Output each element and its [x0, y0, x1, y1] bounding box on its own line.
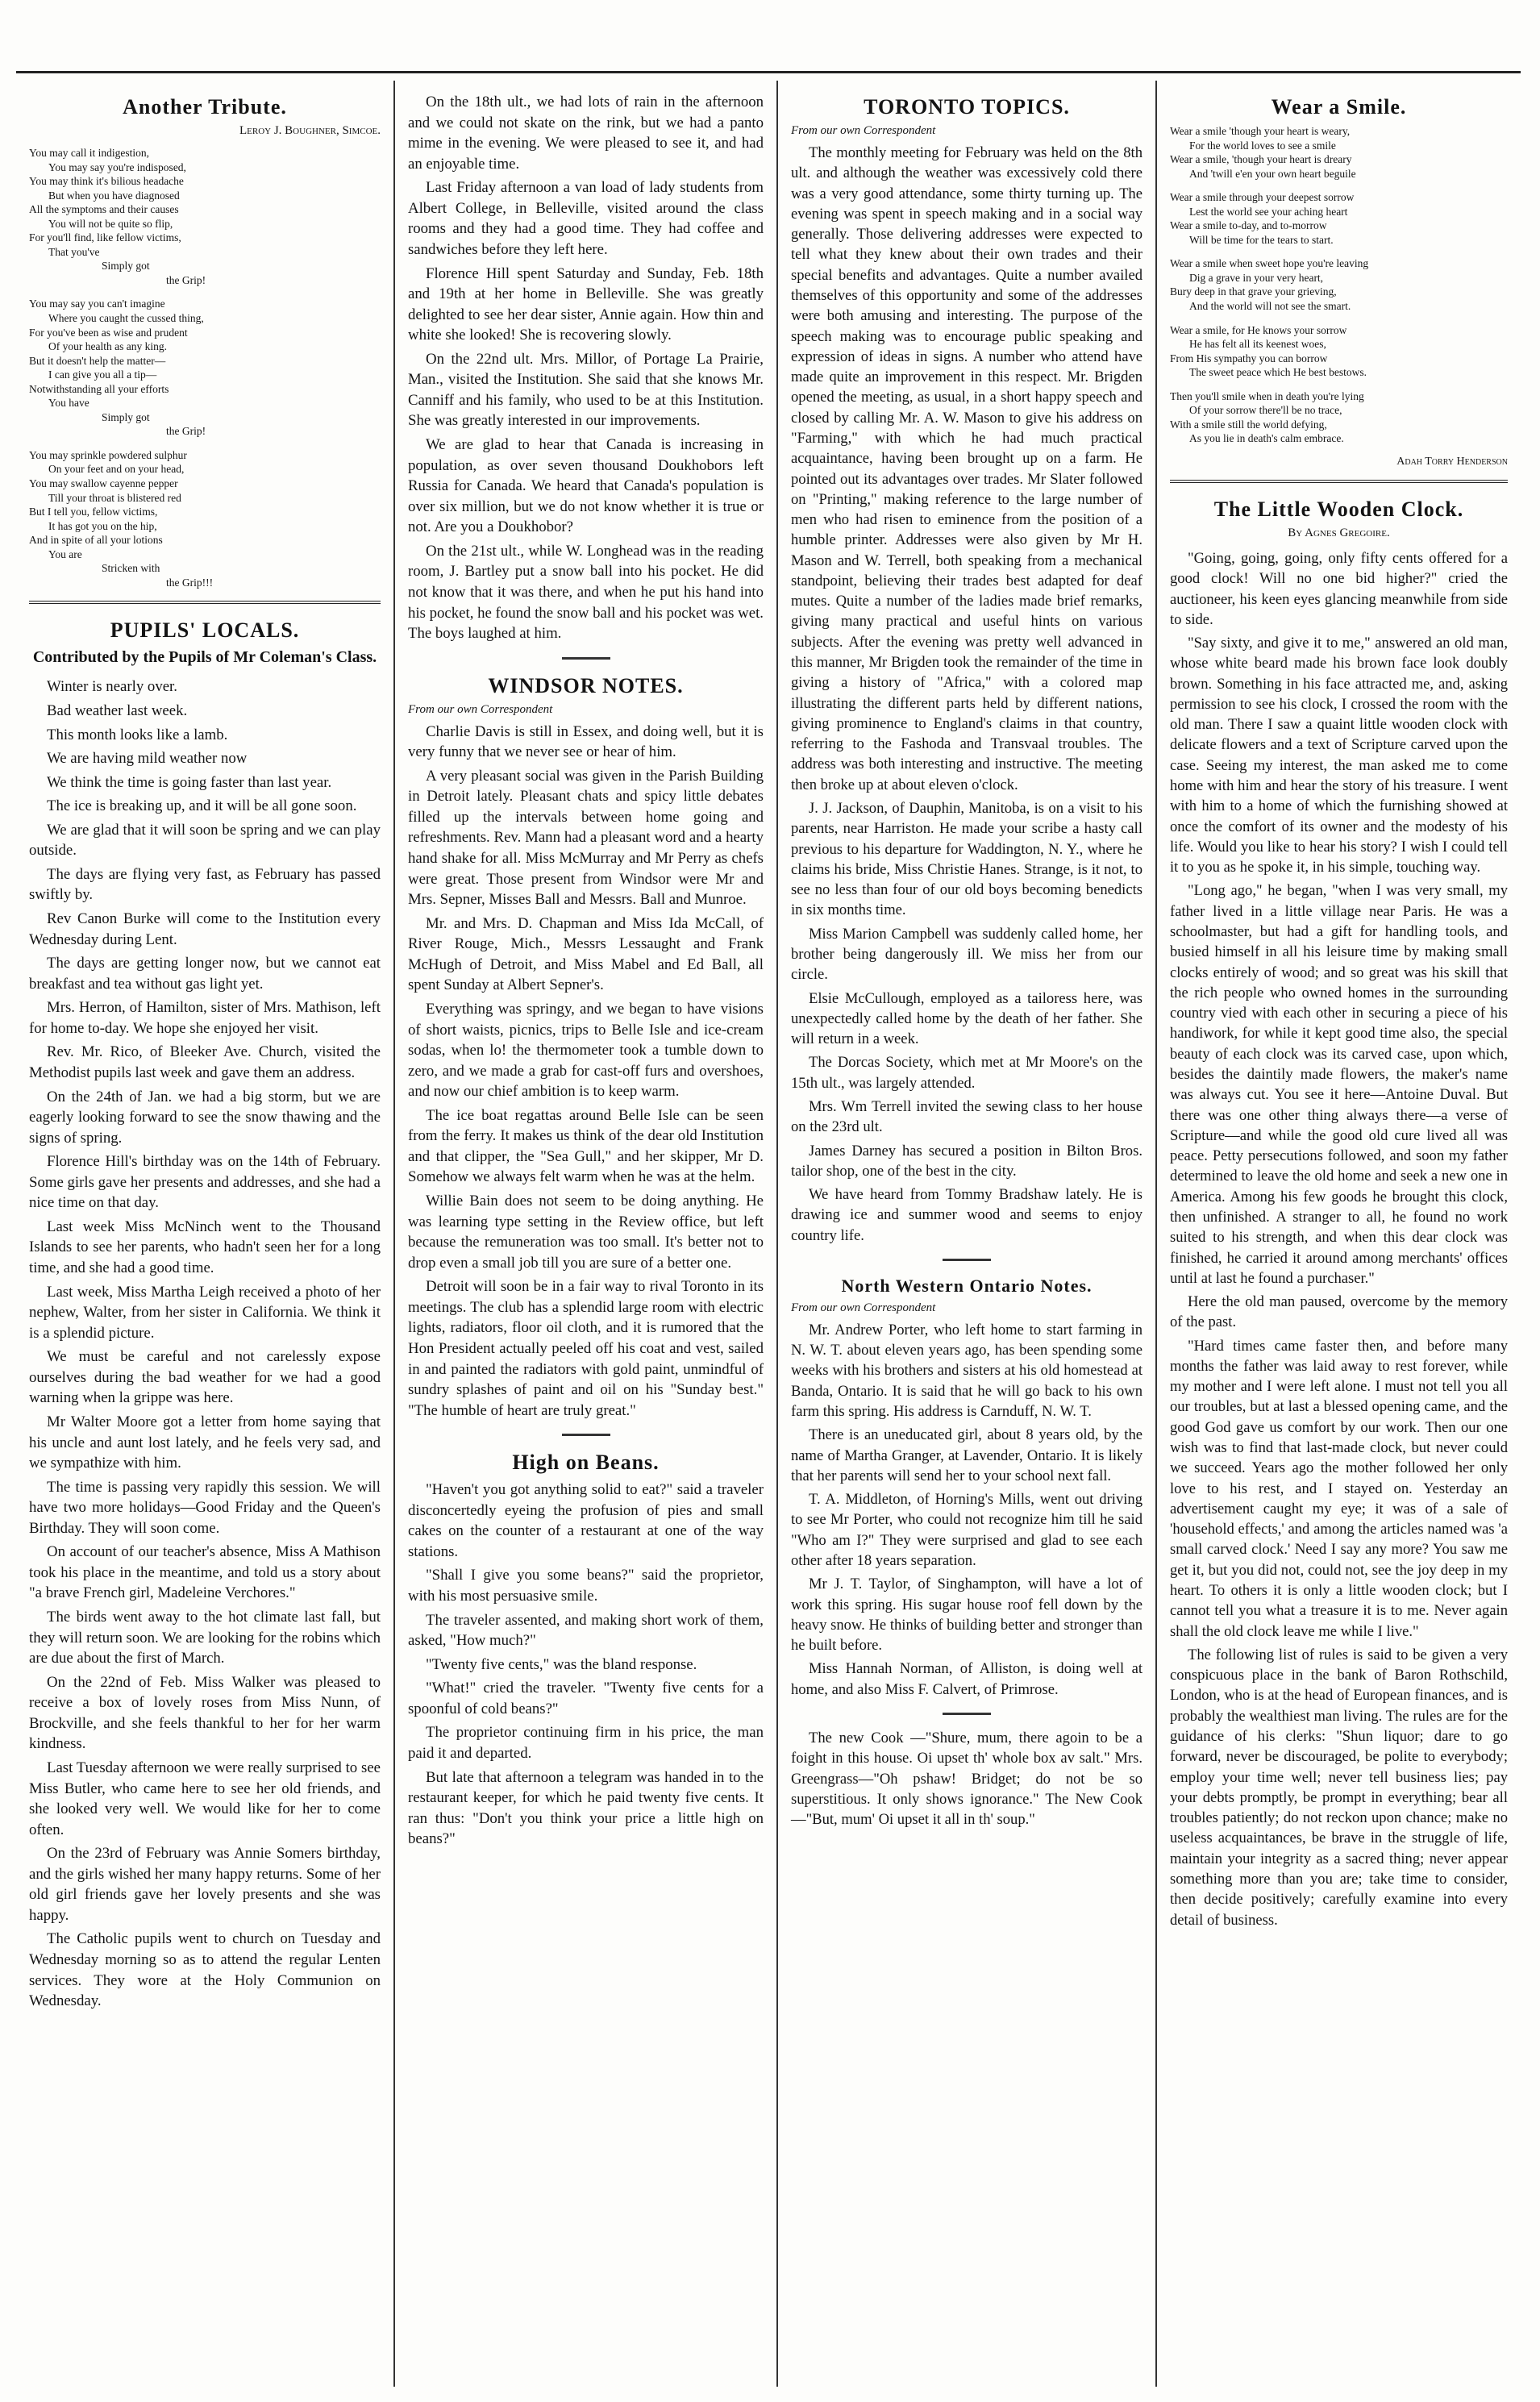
- poem-line: From His sympathy you can borrow: [1170, 352, 1328, 364]
- paragraph: The ice is breaking up, and it will be all gone soon.: [47, 797, 357, 815]
- smile-signature: Adah Torry Henderson: [1396, 455, 1508, 468]
- paragraph: Elsie McCullough, employed as a tailoress here, was unexpectedly called home by the death of her father. She will return in a week.: [791, 989, 1143, 1048]
- tribute-title: Another Tribute.: [123, 95, 287, 119]
- paragraph: The days are flying very fast, as February has passed swiftly by.: [29, 865, 381, 904]
- tribute-byline: Leroy J. Boughner, Simcoe.: [239, 124, 381, 137]
- paragraph: The proprietor continuing firm in his price, the man paid it and departed.: [408, 1724, 764, 1762]
- tribute-poem: [29, 146, 381, 589]
- paragraph: Winter is nearly over.: [47, 678, 177, 696]
- paragraph: On the 24th of Jan. we had a big storm, but we are eagerly looking forward to see the snow thawing and the signs of spring.: [29, 1088, 381, 1147]
- paragraph: "Long ago," he began, "when I was very small, my father lived in a little village near Paris. He was a schoolmaster, but had a gift for handling tools, and busied himself in all his leisure time by making small clocks entirely of wood; and so great was his skill that the rich people who owned homes in the surrounding country vied with each other in securing a piece of his handiwork, for while it kept good time also, the special beauty of each clock was its carved case, upon which, besides the daintily made flowers, the maker's name was always cut. You see it here—Antoine Duval. But there was one other thing always there—a verse of Scripture—and while the good old cure lived all was peace. Petty persecutions followed, and soon my father determined to leave the old home and seek a new one in America. Among his few goods he brought this clock, then unfinished. A stranger to all, he found no work suited to his strength, and when this dear clock was finished, he carried it around among merchants' offices until at last he found a purchaser.": [1170, 882, 1508, 1287]
- windsor-body: [408, 722, 764, 1422]
- stanza-break: [1170, 181, 1508, 190]
- section-divider: [943, 1713, 991, 1715]
- paragraph: We are having mild weather now: [47, 750, 248, 768]
- poem-line: You are: [48, 547, 82, 560]
- paragraph: We think the time is going faster than last year.: [47, 773, 332, 791]
- poem-line: You may say you're indisposed,: [48, 160, 186, 173]
- poem-line: You will not be quite so flip,: [48, 217, 173, 230]
- section-rule: [29, 601, 381, 604]
- stanza-break: [1170, 380, 1508, 389]
- paragraph: This month looks like a lamb.: [47, 726, 228, 743]
- poem-line: On your feet and on your head,: [48, 463, 185, 476]
- poem-line: With a smile still the world defying,: [1170, 418, 1327, 431]
- paragraph: Mrs. Wm Terrell invited the sewing class to her house on the 23rd ult.: [791, 1097, 1143, 1136]
- paragraph: Florence Hill's birthday was on the 14th of February. Some girls gave her presents and addresses, and she had a nice time on that day.: [29, 1153, 381, 1212]
- paragraph: The traveler assented, and making short work of them, asked, "How much?": [408, 1611, 764, 1650]
- poem-line: As you lie in death's calm embrace.: [1189, 432, 1344, 445]
- poem-line: And 'twill e'en your own heart beguile: [1189, 167, 1356, 180]
- poem-line: Dig a grave in your very heart,: [1189, 271, 1324, 284]
- paragraph: On the 21st ult., while W. Longhead was in the reading room, J. Bartley put a snow ball into his pocket. He did not know that it was there, and when he put his hand into his pocket, he found the snow ball and his pocket was wet. The boys laughed at him.: [408, 542, 764, 643]
- paragraph: On the 23rd of February was Annie Somers birthday, and the girls wished her many happy returns. Some of her old girl friends gave her lovely presents and she was happy.: [29, 1845, 381, 1924]
- poem-line: I can give you all a tip—: [48, 368, 157, 381]
- poem-line: Bury deep in that grave your grieving,: [1170, 285, 1337, 298]
- cook-anecdote: The new Cook —"Shure, mum, there agoin to be a foight in this house. Oi upset th' whole box av salt." Mrs. Greengrass—"Oh pshaw! Bridget; do not be so superstitious. It only shows ignorance." The New Cook—"But, mum' Oi upset it all in th' soup.": [791, 1729, 1143, 1829]
- poem-line: Of your health as any king.: [48, 340, 167, 353]
- columns: [16, 81, 1521, 2387]
- paragraph: The following list of rules is said to be given a very conspicuous place in the bank of Baron Rothschild, London, who is at the head of European finances, and is probably the wealthiest man living. The rules are for the guidance of his clerks: "Shun liquor; dare to go forward, never be discouraged, be polite to everybody; employ your time well; never tell business lies; pay your debts promptly, be prompt in everything; bear all troubles patiently; do not reckon upon chance; make no useless acquaintances, be brave in the struggle of life, maintain your integrity as a sacred thing; never appear something more than you are; take time to consider, then decide positively; carefully examine into every detail of business.: [1170, 1646, 1508, 1929]
- paragraph: On the 22nd ult. Mrs. Millor, of Portage La Prairie, Man., visited the Institution. She said that she knows Mr. Canniff and his family, who used to be at this Institution. She was greatly interested in our improvements.: [408, 350, 764, 430]
- paragraph: We are glad that it will soon be spring and we can play outside.: [29, 821, 381, 860]
- poem-line: Simply got: [102, 410, 150, 423]
- poem-line: You may say you can't imagine: [29, 298, 165, 310]
- poem-line: the Grip!: [166, 425, 206, 438]
- clock-byline: By Agnes Gregoire.: [1288, 526, 1390, 539]
- poem-line: You may sprinkle powdered sulphur: [29, 448, 187, 461]
- paragraph: "Haven't you got anything solid to eat?" said a traveler disconcertedly eyeing the profusion of pies and small cakes on the counter of a restaurant at one of the way stations.: [408, 1481, 764, 1560]
- poem-line: Till your throat is blistered red: [48, 491, 181, 504]
- beans-body: [408, 1480, 764, 1850]
- smile-title: Wear a Smile.: [1271, 95, 1407, 119]
- paragraph: There is an uneducated girl, about 8 years old, by the name of Martha Granger, at Lavender, Ontario. It is likely that her parents will send her to your school next fall.: [791, 1426, 1143, 1484]
- paragraph: The time is passing very rapidly this session. We will have two more holidays—Good Friday and the Queen's Birthday. They will soon come.: [29, 1478, 381, 1537]
- column-1: [16, 81, 395, 2387]
- paragraph: Miss Marion Campbell was suddenly called home, her brother being dangerously ill. We miss her from our circle.: [791, 925, 1143, 984]
- northwest-title: North Western Ontario Notes.: [841, 1275, 1093, 1296]
- poem-line: But when you have diagnosed: [48, 189, 180, 202]
- section-divider: [562, 657, 610, 660]
- poem-line: Wear a smile when sweet hope you're leaving: [1170, 257, 1369, 270]
- column-3: [778, 81, 1157, 2387]
- poem-line: You may think it's bilious headache: [29, 175, 184, 188]
- paragraph: The ice boat regattas around Belle Isle can be seen from the ferry. It makes us think of the dear old Institution and that clipper, the "Sea Gull," and her skipper, Mr D. Somehow we always felt warm when he was at the helm.: [408, 1106, 764, 1186]
- section-divider: [562, 1434, 610, 1436]
- paragraph: Last week, Miss Martha Leigh received a photo of her nephew, Walter, from her sister in California. We think it is a splendid picture.: [29, 1283, 381, 1342]
- paragraph: "Say sixty, and give it to me," answered an old man, whose white beard made his brown face look doubly brown. Something in his face attracted me, and, asking permission to see his clock, I crossed the room with the old man. There I saw a quaint little wooden clock with delicate flowers and a text of Scripture carved upon the case. Seeing my interest, the man asked me to come home with him and hear the story of his treasure. I went with him to a home of which the furnishing showed at once the comfort of its owner and the modesty of his life. Would you like to hear his story? I wish I could tell it to you as he spoke it, in his simple, touching way.: [1170, 635, 1508, 876]
- poem-line: Simply got: [102, 260, 150, 273]
- stanza-break: [29, 439, 381, 448]
- paragraph: Florence Hill spent Saturday and Sunday, Feb. 18th and 19th at her home in Belleville. She was greatly delighted to see her dear sister, Annie again. How thin and white she looked! She is recovering slowly.: [408, 264, 764, 344]
- smile-poem: [1170, 124, 1508, 446]
- poem-line: The sweet peace which He best bestows.: [1189, 366, 1367, 379]
- paragraph: James Darney has secured a position in Bilton Bros. tailor shop, one of the best in the city.: [791, 1142, 1143, 1180]
- paragraph: Rev. Mr. Rico, of Bleeker Ave. Church, visited the Methodist pupils last week and gave them an address.: [29, 1043, 381, 1081]
- toronto-from: From our own Correspondent: [791, 124, 936, 137]
- paragraph: On account of our teacher's absence, Miss A Mathison took his place in the meantime, and told us a story about "a brave French girl, Madeleine Verchores.": [29, 1543, 381, 1602]
- locals-body: [29, 676, 381, 2011]
- poem-line: But I tell you, fellow victims,: [29, 506, 158, 518]
- paragraph: We are glad to hear that Canada is increasing in population, as over seven thousand Doukhobors left Russia for Canada. We heard that Canada's population is over six million, but we do not know whether it is true or not. Are you a Doukhobor?: [408, 436, 764, 536]
- paragraph: Mr J. T. Taylor, of Singhampton, will have a lot of work this spring. His sugar house roof fell down by the heavy snow. He thinks of building better and stronger than he built before.: [791, 1576, 1143, 1655]
- locals-continued: [408, 92, 764, 644]
- stanza-break: [1170, 247, 1508, 256]
- paragraph: Last week Miss McNinch went to the Thousand Islands to see her parents, who hadn't seen her for a long time, and she had a good time.: [29, 1218, 381, 1277]
- poem-line: Will be time for the tears to start.: [1189, 233, 1334, 246]
- paragraph: "Twenty five cents," was the bland response.: [426, 1655, 697, 1673]
- paragraph: Mr. Andrew Porter, who left home to start farming in N. W. T. about eleven years ago, has been spending some weeks with his brothers and sisters at his old homestead at Banda, Ontario. It is said that he will go back to his own farm this spring. His address is Carnduff, N. W. T.: [791, 1321, 1143, 1421]
- paragraph: Mr Walter Moore got a letter from home saying that his uncle and aunt lost lately, and he feels very sad, and we sympathize with him.: [29, 1413, 381, 1472]
- poem-line: Wear a smile to-day, and to-morrow: [1170, 219, 1327, 232]
- poem-line: Of your sorrow there'll be no trace,: [1189, 404, 1342, 417]
- paragraph: Detroit will soon be in a fair way to rival Toronto in its meetings. The club has a splendid large room with electric lights, radiators, floor oil cloth, and it is rumored that the Hon President actually peeled off his coat and vest, sailed in and painted the radiators with gold paint, unmindful of sundry splashes of paint and oil on his "Sunday best." "The humble of heart are truly great.": [408, 1278, 764, 1419]
- stanza-break: [29, 287, 381, 297]
- paragraph: We must be careful and not carelessly expose ourselves during the bad weather for we had a good warning when la grippe was here.: [29, 1348, 381, 1407]
- poem-line: You may call it indigestion,: [29, 147, 150, 159]
- paragraph: Here the old man paused, overcome by the memory of the past.: [1170, 1293, 1508, 1331]
- paragraph: Everything was springy, and we began to have visions of short waists, picnics, trips to Belle Isle and ice-cream sodas, when lo! the thermometer took a tumble down to zero, and we made a grab for cast-off furs and overshoes, and now our chief ambition is to keep warm.: [408, 1000, 764, 1101]
- paragraph: "Shall I give you some beans?" said the proprietor, with his most persuasive smile.: [408, 1567, 764, 1605]
- paragraph: J. J. Jackson, of Dauphin, Manitoba, is on a visit to his parents, near Harriston. He made your scribe a hasty call previous to his departure for Waddington, N. Y., where he claims his bride, Miss Christie Hanes. Strange, is it not, to see no less than four of our old boys becoming benedicts in six months time.: [791, 800, 1143, 919]
- paragraph: "Going, going, going, only fifty cents offered for a good clock! Will no one bid higher?" cried the auctioneer, his keen eyes glancing meanwhile from side to side.: [1170, 549, 1508, 628]
- beans-title: High on Beans.: [512, 1451, 660, 1475]
- poem-line: And in spite of all your lotions: [29, 534, 163, 547]
- northwest-from: From our own Correspondent: [791, 1301, 936, 1314]
- paragraph: The Catholic pupils went to church on Tuesday and Wednesday morning so as to attend the regular Lenten services. They wore at the Holy Communion on Wednesday.: [29, 1930, 381, 2010]
- paragraph: Bad weather last week.: [47, 701, 188, 719]
- poem-line: All the symptoms and their causes: [29, 203, 179, 216]
- paragraph: "What!" cried the traveler. "Twenty five cents for a spoonful of cold beans?": [408, 1680, 764, 1717]
- poem-line: He has felt all its keenest woes,: [1189, 338, 1326, 351]
- poem-line: That you've: [48, 245, 100, 258]
- top-rule: [16, 71, 1521, 73]
- paragraph: Miss Hannah Norman, of Alliston, is doing well at home, and also Miss F. Calvert, of Primrose.: [791, 1660, 1143, 1698]
- poem-line: For the world loves to see a smile: [1189, 139, 1336, 152]
- poem-line: the Grip!: [166, 273, 206, 286]
- northwest-body: [791, 1320, 1143, 1700]
- section-divider: [943, 1259, 991, 1261]
- poem-line: Lest the world see your aching heart: [1189, 205, 1348, 218]
- paragraph: A very pleasant social was given in the Parish Building in Detroit lately. Pleasant chats and spicy little debates filled up the intervals between home going and refreshments. Rev. Mann had a pleasant word and a hearty hand shake for all. Miss McMurray and Mr Perry as chefs were great. Those present from Windsor were Mr and Mrs. Sepner, Misses Ball and Messrs. Ball and Munroe.: [408, 767, 764, 909]
- paragraph: Last Friday afternoon a van load of lady students from Albert College, in Belleville, visited around the class rooms and they had a good time. They had coffee and sandwiches before they left here.: [408, 179, 764, 258]
- paragraph: Mr. and Mrs. D. Chapman and Miss Ida McCall, of River Rouge, Mich., Messrs Lessaught and Frank McHugh of Detroit, and Miss Mabel and Ed Ball, all spent Sunday at Albert Sepner's.: [408, 914, 764, 994]
- paragraph: The monthly meeting for February was held on the 8th ult. and although the weather was excessively cold there was a very good attendance, some thirty turning up. The evening was spent in speech making and in a social way generally. Those delivering addresses were expected to tell what they knew about their own trades and their special benefits and advantages. Quite a number availed themselves of this opportunity and some of the addresses were both amusing and interesting. The purpose of the speech making was to encourage public speaking and expression of ideas in signs. A number who attend have made quite an improvement in this respect. Mr. Brigden opened the meeting, as usual, in a short happy speech and closed by calling Mr. A. W. Mason to give his address on "Farming," with which he had much practical acquaintance, having been brought up on a farm. He pointed out its advantages over trades. Mr Slater followed on "Printing," making reference to the large number of men who had risen to eminence from the position of a humble printer. Addresses were also given by Mr H. Mason and W. Terrell, both speaking from a mechanical standpoint, believing their trades best adapted for deaf mutes. Quite a number of the ladies made brief remarks, giving many practical and useful hints on various subjects. After the evening was pretty well advanced in this manner, Mr Brigden took the remainder of the time in giving a history of "Africa," with a colored map illustrating the different parts held by different nations, giving prominence to England's claims in that country, referring to the Fashoda and Transvaal troubles. The address was both interesting and instructive. The meeting then broke up at about eleven o'clock.: [791, 144, 1143, 793]
- paragraph: "Hard times came faster then, and before many months the father was laid away to rest forever, while my mother and I were left alone. I must not tell you all our troubles, but at last a blessed opening came, and the good God gave us comfort by our work. Then our one wish was to find that last-made clock, but never could we succeed. Years ago the mother followed her only love to his rest, and I stayed on. Yesterday an advertisement caught my eye; it was of a sale of 'household effects,' and among the articles named was 'a small carved clock.' Need I say any more? You saw me get it, but you did not, could not, see the joy deep in my heart. To others it is only a little wooden clock; but I cannot tell you what a treasure it is to me. Never again shall the old clock leave me while I live.": [1170, 1337, 1508, 1640]
- paragraph: The Dorcas Society, which met at Mr Moore's on the 15th ult., was largely attended.: [791, 1054, 1143, 1092]
- poem-line: You may swallow cayenne pepper: [29, 477, 178, 490]
- toronto-title: TORONTO TOPICS.: [864, 95, 1070, 119]
- column-4: [1157, 81, 1521, 2387]
- locals-contributor: Contributed by the Pupils of Mr Coleman's Class.: [32, 648, 377, 667]
- poem-line: It has got you on the hip,: [48, 519, 157, 532]
- paragraph: The days are getting longer now, but we cannot eat breakfast and tea without gas light yet.: [29, 955, 381, 993]
- paragraph: We have heard from Tommy Bradshaw lately. He is drawing ice and summer wood and seems to enjoy country life.: [791, 1186, 1143, 1244]
- column-2: [395, 81, 778, 2387]
- poem-line: Wear a smile, 'though your heart is dreary: [1170, 153, 1352, 166]
- toronto-body: [791, 143, 1143, 1246]
- poem-line: Where you caught the cussed thing,: [48, 312, 204, 325]
- poem-line: For you've been as wise and prudent: [29, 326, 188, 339]
- paragraph: T. A. Middleton, of Horning's Mills, went out driving to see Mr Porter, who could not recognize him till he said "Who am I?" They were surprised and glad to see each other after 18 years separation.: [791, 1491, 1143, 1569]
- poem-line: the Grip!!!: [166, 576, 214, 589]
- paragraph: Last Tuesday afternoon we were really surprised to see Miss Butler, who came here to see her old friends, and she looked very well. We would like for her to come often.: [29, 1759, 381, 1838]
- paragraph: But late that afternoon a telegram was handed in to the restaurant keeper, for which he paid twenty five cents. It ran thus: "Don't you think your price a little high on beans?": [408, 1768, 764, 1848]
- poem-line: Stricken with: [102, 562, 160, 575]
- locals-title: PUPILS' LOCALS.: [110, 618, 300, 643]
- poem-line: But it doesn't help the matter—: [29, 354, 166, 367]
- paragraph: Charlie Davis is still in Essex, and doing well, but it is very funny that we never see or hear of him.: [408, 722, 764, 761]
- paragraph: Willie Bain does not seem to be doing anything. He was learning type setting in the Review office, but left because the remuneration was too small. It's better not to drop even a small job till you are sure of a better one.: [408, 1193, 764, 1272]
- poem-line: You have: [48, 397, 89, 410]
- clock-body: [1170, 548, 1508, 1930]
- poem-line: And the world will not see the smart.: [1189, 300, 1351, 313]
- poem-line: Wear a smile 'though your heart is weary,: [1170, 125, 1351, 137]
- poem-line: Wear a smile, for He knows your sorrow: [1170, 323, 1347, 336]
- poem-line: Notwithstanding all your efforts: [29, 382, 169, 395]
- stanza-break: [1170, 314, 1508, 323]
- poem-line: Wear a smile through your deepest sorrow: [1170, 191, 1355, 204]
- section-rule: [1170, 480, 1508, 483]
- paragraph: Mrs. Herron, of Hamilton, sister of Mrs. Mathison, left for home to-day. We hope she enjoyed her visit.: [29, 999, 381, 1037]
- windsor-from: From our own Correspondent: [408, 702, 553, 716]
- paragraph: On the 18th ult., we had lots of rain in the afternoon and we could not skate on the rink, but we had a panto mime in the evening. We were pleased to see it, and had an enjoyable time.: [408, 94, 764, 173]
- clock-title: The Little Wooden Clock.: [1213, 497, 1464, 521]
- paragraph: On the 22nd of Feb. Miss Walker was pleased to receive a box of lovely roses from Miss Nunn, of Brockville, and she feels thankful to her for her warm kindness.: [29, 1673, 381, 1753]
- paragraph: Rev Canon Burke will come to the Institution every Wednesday during Lent.: [29, 910, 381, 948]
- poem-line: For you'll find, like fellow victims,: [29, 231, 181, 244]
- poem-line: Then you'll smile when in death you're lying: [1170, 389, 1364, 402]
- paragraph: The birds went away to the hot climate last fall, but they will return soon. We are looking for the robins which are due about the first of March.: [29, 1609, 381, 1667]
- windsor-title: WINDSOR NOTES.: [488, 673, 684, 697]
